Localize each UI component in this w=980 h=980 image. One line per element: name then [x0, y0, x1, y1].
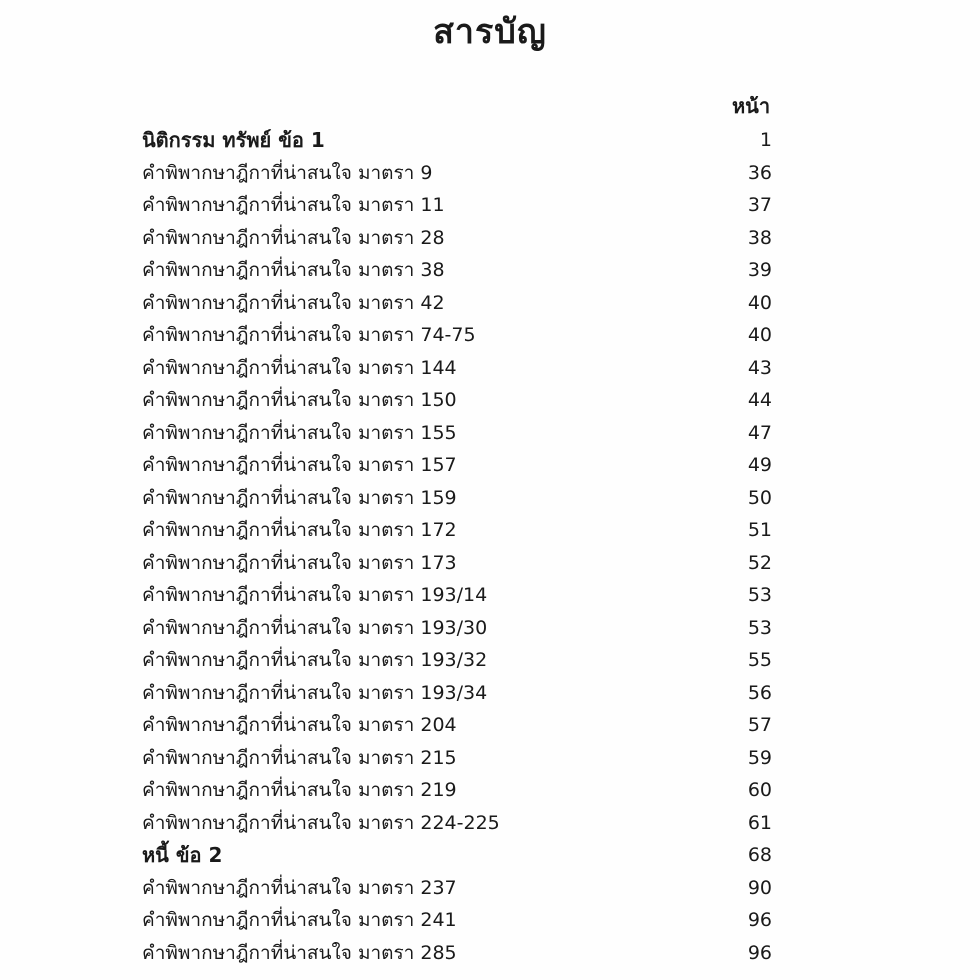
- toc-entry-page: 53: [747, 584, 772, 607]
- toc-entry-page: 68: [747, 844, 772, 867]
- toc-entry-page: 57: [747, 714, 772, 737]
- toc-entry: [142, 872, 778, 905]
- toc-entry-label: คำพิพากษาฎีกาที่น่าสนใจ มาตรา 38: [142, 259, 445, 282]
- toc-entry-label: คำพิพากษาฎีกาที่น่าสนใจ มาตรา 74-75: [142, 324, 476, 347]
- toc-entry-page: 96: [747, 941, 772, 964]
- toc-entry-label: นิติกรรม ทรัพย์ ข้อ 1: [142, 128, 325, 153]
- toc-entry: [142, 937, 778, 970]
- toc-entry-page: 60: [747, 779, 772, 802]
- toc-entry: [142, 189, 778, 222]
- toc-entry: [142, 417, 778, 450]
- toc-entry: [142, 547, 778, 580]
- toc-entry-label: คำพิพากษาฎีกาที่น่าสนใจ มาตรา 157: [142, 454, 457, 477]
- toc-entry: [142, 644, 778, 677]
- toc-entry: [142, 677, 778, 710]
- toc-entry: [142, 579, 778, 612]
- page-title: สารบัญ: [433, 12, 547, 52]
- toc-entry: [142, 839, 778, 872]
- toc-entry-label: คำพิพากษาฎีกาที่น่าสนใจ มาตรา 159: [142, 486, 457, 509]
- toc-entry: [142, 287, 778, 320]
- toc-entry-page: 43: [747, 356, 772, 379]
- toc-entry-page: 49: [747, 454, 772, 477]
- toc-entry-label: คำพิพากษาฎีกาที่น่าสนใจ มาตรา 285: [142, 941, 457, 964]
- toc-entry-label: คำพิพากษาฎีกาที่น่าสนใจ มาตรา 172: [142, 519, 457, 542]
- toc-entry: [142, 514, 778, 547]
- toc-entry-page: 51: [747, 519, 772, 542]
- toc-entry-label: คำพิพากษาฎีกาที่น่าสนใจ มาตรา 219: [142, 779, 457, 802]
- toc-entry-page: 52: [747, 551, 772, 574]
- toc-entry-page: 59: [747, 746, 772, 769]
- toc-entry-label: คำพิพากษาฎีกาที่น่าสนใจ มาตรา 155: [142, 421, 457, 444]
- toc-entry-label: คำพิพากษาฎีกาที่น่าสนใจ มาตรา 173: [142, 551, 457, 574]
- toc-entry: [142, 384, 778, 417]
- toc-entry-label: คำพิพากษาฎีกาที่น่าสนใจ มาตรา 42: [142, 291, 445, 314]
- toc-entry-label: คำพิพากษาฎีกาที่น่าสนใจ มาตรา 144: [142, 356, 457, 379]
- toc-entry-page: 36: [747, 161, 772, 184]
- toc-entry-page: 50: [747, 486, 772, 509]
- toc-entry: [142, 482, 778, 515]
- toc-entry: [142, 709, 778, 742]
- toc-entry-page: 53: [747, 616, 772, 639]
- toc-entry: [142, 742, 778, 775]
- toc-entry-label: คำพิพากษาฎีกาที่น่าสนใจ มาตรา 241: [142, 909, 457, 932]
- toc-entry-page: 90: [747, 876, 772, 899]
- toc-entry-page: 47: [747, 421, 772, 444]
- toc-entry-page: 1: [759, 129, 772, 152]
- toc-entry: [142, 254, 778, 287]
- toc-entry-page: 39: [747, 259, 772, 282]
- toc-entry-label: คำพิพากษาฎีกาที่น่าสนใจ มาตรา 9: [142, 161, 433, 184]
- toc-entry-label: คำพิพากษาฎีกาที่น่าสนใจ มาตรา 11: [142, 194, 445, 217]
- toc-entry: [142, 124, 778, 157]
- toc-entry: [142, 807, 778, 840]
- toc-entry: [142, 352, 778, 385]
- toc-entry-page: 56: [747, 681, 772, 704]
- page-column-header: หน้า: [732, 94, 771, 118]
- toc-entry-page: 38: [747, 226, 772, 249]
- toc-entry-page: 61: [747, 811, 772, 834]
- toc-entry-label: คำพิพากษาฎีกาที่น่าสนใจ มาตรา 28: [142, 226, 445, 249]
- toc-entry: [142, 904, 778, 937]
- toc-entry-page: 96: [747, 909, 772, 932]
- toc-entry: [142, 319, 778, 352]
- toc-entry: [142, 612, 778, 645]
- toc-entry-page: 55: [747, 649, 772, 672]
- table-of-contents: [142, 124, 778, 969]
- toc-entry-label: คำพิพากษาฎีกาที่น่าสนใจ มาตรา 215: [142, 746, 457, 769]
- toc-entry-label: คำพิพากษาฎีกาที่น่าสนใจ มาตรา 237: [142, 876, 457, 899]
- toc-entry: [142, 222, 778, 255]
- toc-entry: [142, 449, 778, 482]
- toc-entry-label: คำพิพากษาฎีกาที่น่าสนใจ มาตรา 204: [142, 714, 457, 737]
- toc-entry-label: คำพิพากษาฎีกาที่น่าสนใจ มาตรา 193/14: [142, 584, 488, 607]
- toc-entry: [142, 774, 778, 807]
- toc-entry-page: 40: [747, 291, 772, 314]
- toc-entry: [142, 157, 778, 190]
- toc-entry-label: คำพิพากษาฎีกาที่น่าสนใจ มาตรา 150: [142, 389, 457, 412]
- toc-entry-page: 44: [747, 389, 772, 412]
- toc-entry-label: คำพิพากษาฎีกาที่น่าสนใจ มาตรา 193/30: [142, 616, 488, 639]
- toc-entry-label: คำพิพากษาฎีกาที่น่าสนใจ มาตรา 193/32: [142, 649, 488, 672]
- toc-entry-page: 37: [747, 194, 772, 217]
- toc-entry-label: คำพิพากษาฎีกาที่น่าสนใจ มาตรา 193/34: [142, 681, 488, 704]
- toc-entry-page: 40: [747, 324, 772, 347]
- toc-entry-label: คำพิพากษาฎีกาที่น่าสนใจ มาตรา 224-225: [142, 811, 500, 834]
- toc-entry-label: หนี้ ข้อ 2: [142, 843, 223, 868]
